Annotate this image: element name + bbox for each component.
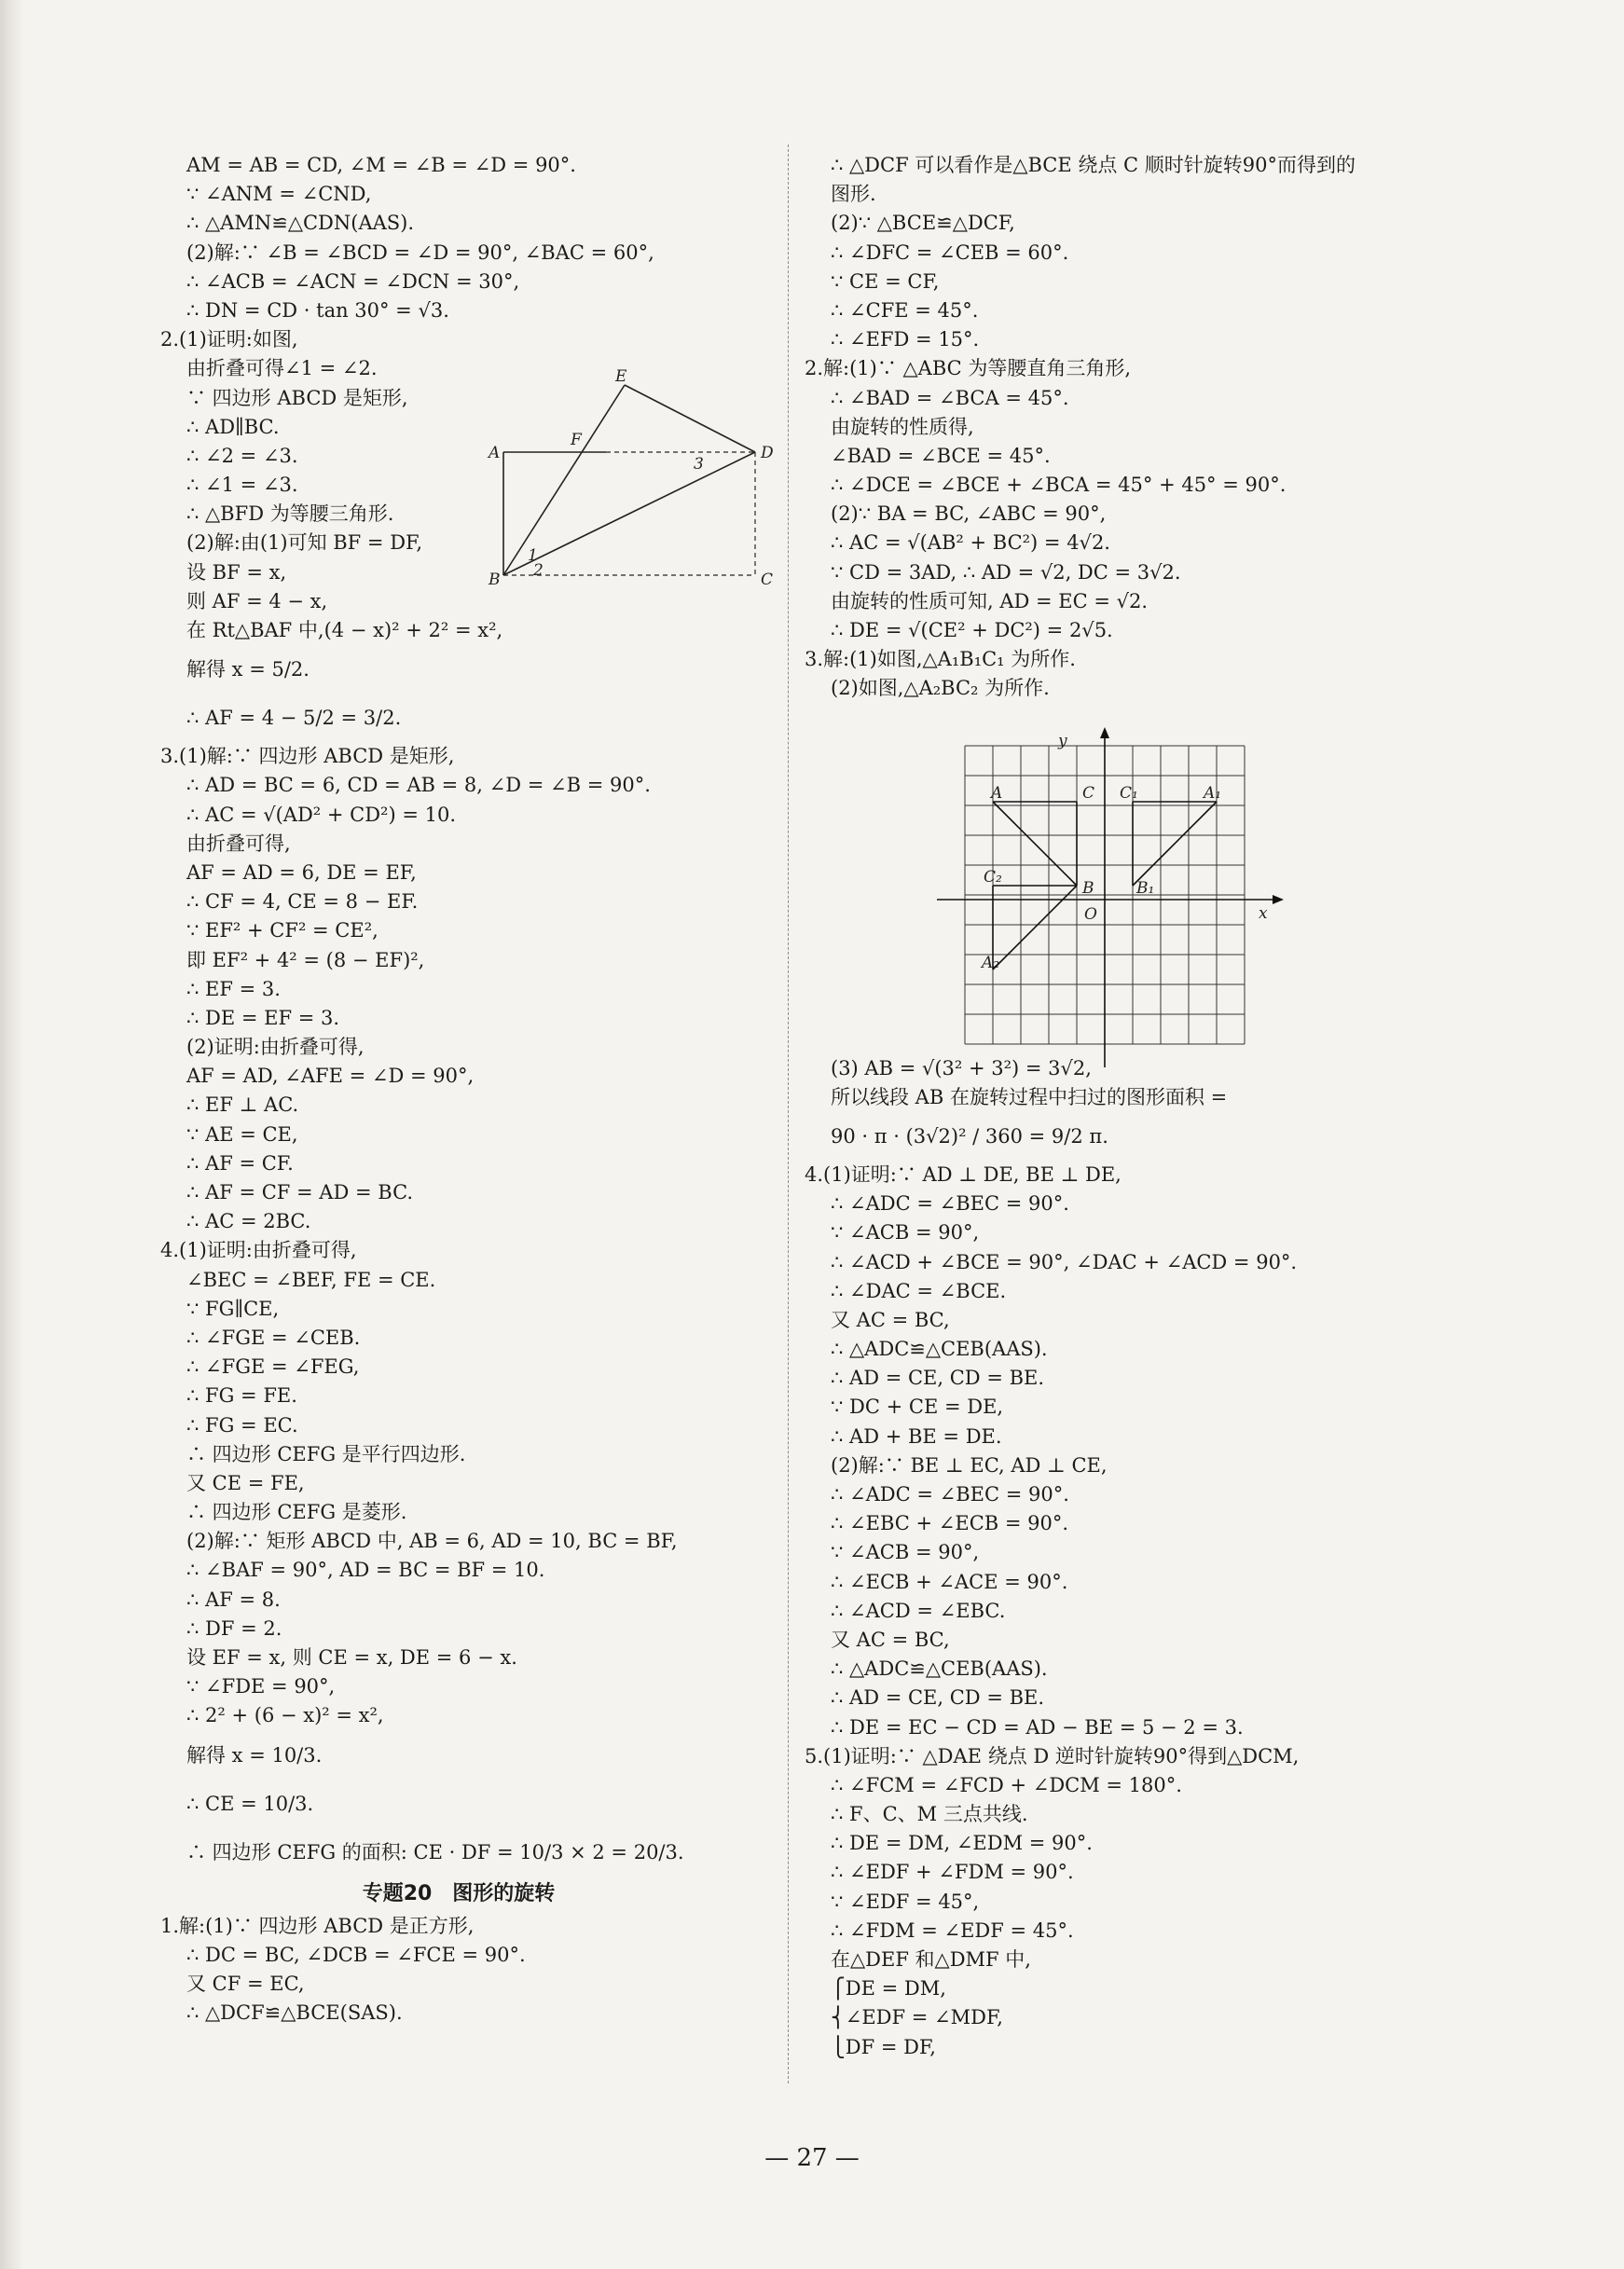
text-line: ∴ 2² + (6 − x)² = x², — [186, 1704, 384, 1727]
text-line: 解得 x = 10/3. — [186, 1743, 323, 1767]
text-line: 由折叠可得∠1 = ∠2. — [186, 357, 378, 380]
text-line: ∴ FG = EC. — [186, 1413, 298, 1437]
text-line: 设 BF = x, — [186, 560, 287, 584]
text-line: ∴ △ADC≌△CEB(AAS). — [831, 1657, 1048, 1681]
text-line: 4.(1)证明:由折叠可得, — [160, 1239, 357, 1262]
text-line: 由旋转的性质得, — [831, 415, 974, 438]
text-line: ∴ EF ⊥ AC. — [186, 1093, 299, 1117]
text-line: ∴ △AMN≌△CDN(AAS). — [186, 212, 415, 235]
text-line: 3.解:(1)如图,△A₁B₁C₁ 为所作. — [805, 648, 1076, 671]
grid-label: B₁ — [1136, 879, 1155, 898]
text-line: ∴ DC = BC, ∠DCB = ∠FCE = 90°. — [186, 1943, 526, 1966]
text-line: ∴ ∠BAD = ∠BCA = 45°. — [831, 386, 1069, 409]
text-line: ∴ ∠DAC = ∠BCE. — [831, 1279, 1007, 1302]
fold-label: D — [761, 444, 774, 462]
text-line: ∴ △BFD 为等腰三角形. — [186, 502, 394, 526]
text-line: ∴ AC = 2BC. — [186, 1210, 311, 1233]
text-line: ∴ ∠2 = ∠3. — [186, 444, 298, 467]
text-line: ∴ AF = CF = AD = BC. — [186, 1181, 414, 1203]
text-line: ∴ ∠ECB + ∠ACE = 90°. — [831, 1570, 1068, 1593]
text-line: ∴ AD = CE, CD = BE. — [831, 1367, 1045, 1390]
grid-label: C₂ — [984, 868, 1002, 887]
text-line: ∵ FG∥CE, — [186, 1297, 280, 1320]
text-line: ∴ DN = CD · tan 30° = √3. — [186, 298, 449, 322]
text-line: (2)∵ △BCE≌△DCF, — [831, 212, 1015, 235]
column-divider — [788, 144, 789, 2083]
text-line: ∴ ∠ACB = ∠ACN = ∠DCN = 30°, — [186, 269, 520, 293]
text-line: 设 EF = x, 则 CE = x, DE = 6 − x. — [186, 1646, 517, 1669]
text-line: ∴ AF = 8. — [186, 1588, 281, 1611]
text-line: ∴ DE = DM, ∠EDM = 90°. — [831, 1832, 1093, 1855]
text-line: ∴ AD∥BC. — [186, 415, 280, 438]
text-line: ∴ EF = 3. — [186, 977, 281, 1000]
text-line: ∵ ∠ANM = ∠CND, — [186, 183, 372, 206]
grid-label: C₁ — [1120, 784, 1138, 803]
text-line: ∠BEC = ∠BEF, FE = CE. — [186, 1268, 436, 1291]
fold-label: F — [571, 431, 582, 449]
text-line: (2)证明:由折叠可得, — [186, 1036, 365, 1059]
text-line: 90 · π · (3√2)² / 360 = 9/2 π. — [831, 1124, 1108, 1148]
text-line: (3) AB = √(3² + 3²) = 3√2, — [831, 1056, 1092, 1079]
text-line: ∵ EF² + CF² = CE², — [186, 919, 378, 942]
text-line: ∴ 四边形 CEFG 的面积: CE · DF = 10/3 × 2 = 20/3. — [186, 1840, 684, 1863]
text-line: 1.解:(1)∵ 四边形 ABCD 是正方形, — [160, 1914, 475, 1937]
text-line: ∴ AF = 4 − 5/2 = 3/2. — [186, 707, 402, 730]
section-title: 专题20 图形的旋转 — [362, 1881, 556, 1905]
text-line: ∵ CE = CF, — [831, 269, 940, 293]
text-line: ∴ 四边形 CEFG 是平行四边形. — [186, 1442, 466, 1465]
text-line: ⎩DF = DF, — [831, 2035, 936, 2058]
text-line: ∴ ∠ADC = ∠BEC = 90°. — [831, 1192, 1069, 1216]
text-line: ∴ 四边形 CEFG 是菱形. — [186, 1501, 407, 1524]
text-line: 又 AC = BC, — [831, 1628, 950, 1651]
text-line: ∴ DE = EC − CD = AD − BE = 5 − 2 = 3. — [831, 1715, 1244, 1739]
fold-label: 1 — [528, 546, 538, 565]
text-line: 解得 x = 5/2. — [186, 658, 310, 681]
text-line: 即 EF² + 4² = (8 − EF)², — [186, 948, 425, 971]
text-line: 又 CE = FE, — [186, 1471, 305, 1494]
text-line: ∴ DE = EF = 3. — [186, 1006, 340, 1029]
text-line: (2)解:∵ ∠B = ∠BCD = ∠D = 90°, ∠BAC = 60°, — [186, 241, 654, 264]
text-line: ∴ DE = √(CE² + DC²) = 2√5. — [831, 619, 1113, 641]
text-line: 在 Rt△BAF 中,(4 − x)² + 2² = x², — [186, 619, 503, 641]
grid-label: A₁ — [1204, 784, 1222, 803]
text-line: 则 AF = 4 − x, — [186, 589, 328, 612]
text-line: 4.(1)证明:∵ AD ⊥ DE, BE ⊥ DE, — [805, 1162, 1122, 1186]
text-line: ∴ CE = 10/3. — [186, 1792, 314, 1815]
text-line: 2.解:(1)∵ △ABC 为等腰直角三角形, — [805, 357, 1132, 380]
text-line: ∵ CD = 3AD, ∴ AD = √2, DC = 3√2. — [831, 560, 1181, 584]
text-line: ∴ △DCF 可以看作是△BCE 绕点 C 顺时针旋转90°而得到的 — [831, 154, 1356, 176]
fold-label: 3 — [694, 455, 704, 474]
text-line: 由折叠可得, — [186, 832, 291, 855]
text-line: ∴ ∠ACD + ∠BCE = 90°, ∠DAC + ∠ACD = 90°. — [831, 1250, 1298, 1273]
text-line: 2.(1)证明:如图, — [160, 328, 298, 351]
text-line: ∴ △DCF≌△BCE(SAS). — [186, 2001, 403, 2025]
grid-label: y — [1058, 732, 1067, 750]
grid-figure — [937, 727, 1291, 1072]
text-line: ∴ ∠BAF = 90°, AD = BC = BF = 10. — [186, 1559, 545, 1582]
text-line: 5.(1)证明:∵ △DAE 绕点 D 逆时针旋转90°得到△DCM, — [805, 1744, 1300, 1767]
text-line: ∴ ∠1 = ∠3. — [186, 474, 298, 497]
text-line: ∴ ∠EFD = 15°. — [831, 328, 980, 351]
grid-label: A — [991, 784, 1003, 803]
text-line: ∵ ∠ACB = 90°, — [831, 1541, 980, 1564]
text-line: ∴ AC = √(AB² + BC²) = 4√2. — [831, 531, 1110, 555]
text-line: ∴ ∠EDF + ∠FDM = 90°. — [831, 1861, 1074, 1884]
text-line: AF = AD = 6, DE = EF, — [186, 860, 417, 884]
page-edge — [0, 0, 24, 2269]
text-line: ⎧DE = DM, — [831, 1977, 946, 2001]
text-line: 又 CF = EC, — [186, 1972, 305, 1995]
right-column — [805, 151, 1448, 2062]
text-line: ∵ ∠EDF = 45°, — [831, 1890, 980, 1913]
text-line: ∴ AD = BC = 6, CD = AB = 8, ∠D = ∠B = 90°. — [186, 774, 651, 797]
fold-label: B — [489, 571, 501, 589]
text-line: ∵ ∠FDE = 90°, — [186, 1675, 336, 1698]
text-line: 又 AC = BC, — [831, 1308, 950, 1331]
fold-label: A — [489, 444, 501, 462]
text-line: 3.(1)解:∵ 四边形 ABCD 是矩形, — [160, 745, 455, 768]
text-line: ∵ AE = CE, — [186, 1122, 298, 1146]
page-number: — 27 — — [764, 2144, 860, 2172]
text-line: (2)解:∵ 矩形 ABCD 中, AB = 6, AD = 10, BC = BF, — [186, 1530, 678, 1553]
text-line: ∴ AC = √(AD² + CD²) = 10. — [186, 803, 457, 826]
text-line: ∴ ∠FGE = ∠FEG, — [186, 1355, 360, 1379]
text-line: 在△DEF 和△DMF 中, — [831, 1948, 1031, 1971]
text-line: (2)解:由(1)可知 BF = DF, — [186, 531, 423, 555]
fold-label: C — [761, 571, 774, 589]
text-line: ∴ FG = FE. — [186, 1384, 297, 1408]
fold-label: E — [615, 368, 627, 386]
text-line: AM = AB = CD, ∠M = ∠B = ∠D = 90°. — [186, 154, 576, 176]
text-line: ⎨∠EDF = ∠MDF, — [831, 2006, 1003, 2029]
fold-figure — [485, 368, 783, 592]
text-line: ∴ F、C、M 三点共线. — [831, 1803, 1028, 1826]
text-line: 由旋转的性质可知, AD = EC = √2. — [831, 589, 1149, 612]
fold-label: 2 — [533, 561, 544, 580]
grid-label: x — [1259, 904, 1268, 923]
grid-label: C — [1082, 784, 1095, 803]
text-line: ∴ △ADC≌△CEB(AAS). — [831, 1338, 1048, 1361]
text-line: ∴ ∠FCM = ∠FCD + ∠DCM = 180°. — [831, 1773, 1182, 1796]
text-line: ∴ ∠CFE = 45°. — [831, 298, 979, 322]
text-line: 图形. — [831, 183, 876, 206]
text-line: ∴ AF = CF. — [186, 1151, 294, 1175]
text-line: ∴ ∠EBC + ∠ECB = 90°. — [831, 1512, 1069, 1535]
text-line: (2)如图,△A₂BC₂ 为所作. — [831, 677, 1050, 700]
grid-label: A₂ — [982, 954, 1000, 972]
text-line: ∴ CF = 4, CE = 8 − EF. — [186, 890, 419, 914]
text-line: (2)解:∵ BE ⊥ EC, AD ⊥ CE, — [831, 1453, 1108, 1477]
text-line: ∴ AD = CE, CD = BE. — [831, 1686, 1045, 1710]
text-line: ∴ ∠FDM = ∠EDF = 45°. — [831, 1918, 1074, 1942]
text-line: ∵ DC + CE = DE, — [831, 1396, 1004, 1419]
text-line: ∴ AD + BE = DE. — [831, 1424, 1002, 1448]
text-line: ∵ ∠ACB = 90°, — [831, 1221, 980, 1245]
text-line: 所以线段 AB 在旋转过程中扫过的图形面积 = — [831, 1085, 1228, 1108]
text-line: ∠BAD = ∠BCE = 45°. — [831, 444, 1051, 467]
text-line: ∴ ∠DFC = ∠CEB = 60°. — [831, 241, 1069, 264]
grid-label: B — [1082, 879, 1094, 898]
text-line: ∴ DF = 2. — [186, 1616, 282, 1640]
text-line: ∵ 四边形 ABCD 是矩形, — [186, 386, 408, 409]
grid-label: O — [1084, 905, 1097, 924]
text-line: (2)∵ BA = BC, ∠ABC = 90°, — [831, 502, 1107, 526]
text-line: ∴ ∠ACD = ∠EBC. — [831, 1599, 1006, 1622]
text-line: ∴ ∠ADC = ∠BEC = 90°. — [831, 1483, 1069, 1506]
text-line: ∴ ∠FGE = ∠CEB. — [186, 1326, 361, 1349]
text-line: AF = AD, ∠AFE = ∠D = 90°, — [186, 1065, 475, 1088]
text-line: ∴ ∠DCE = ∠BCE + ∠BCA = 45° + 45° = 90°. — [831, 474, 1287, 497]
